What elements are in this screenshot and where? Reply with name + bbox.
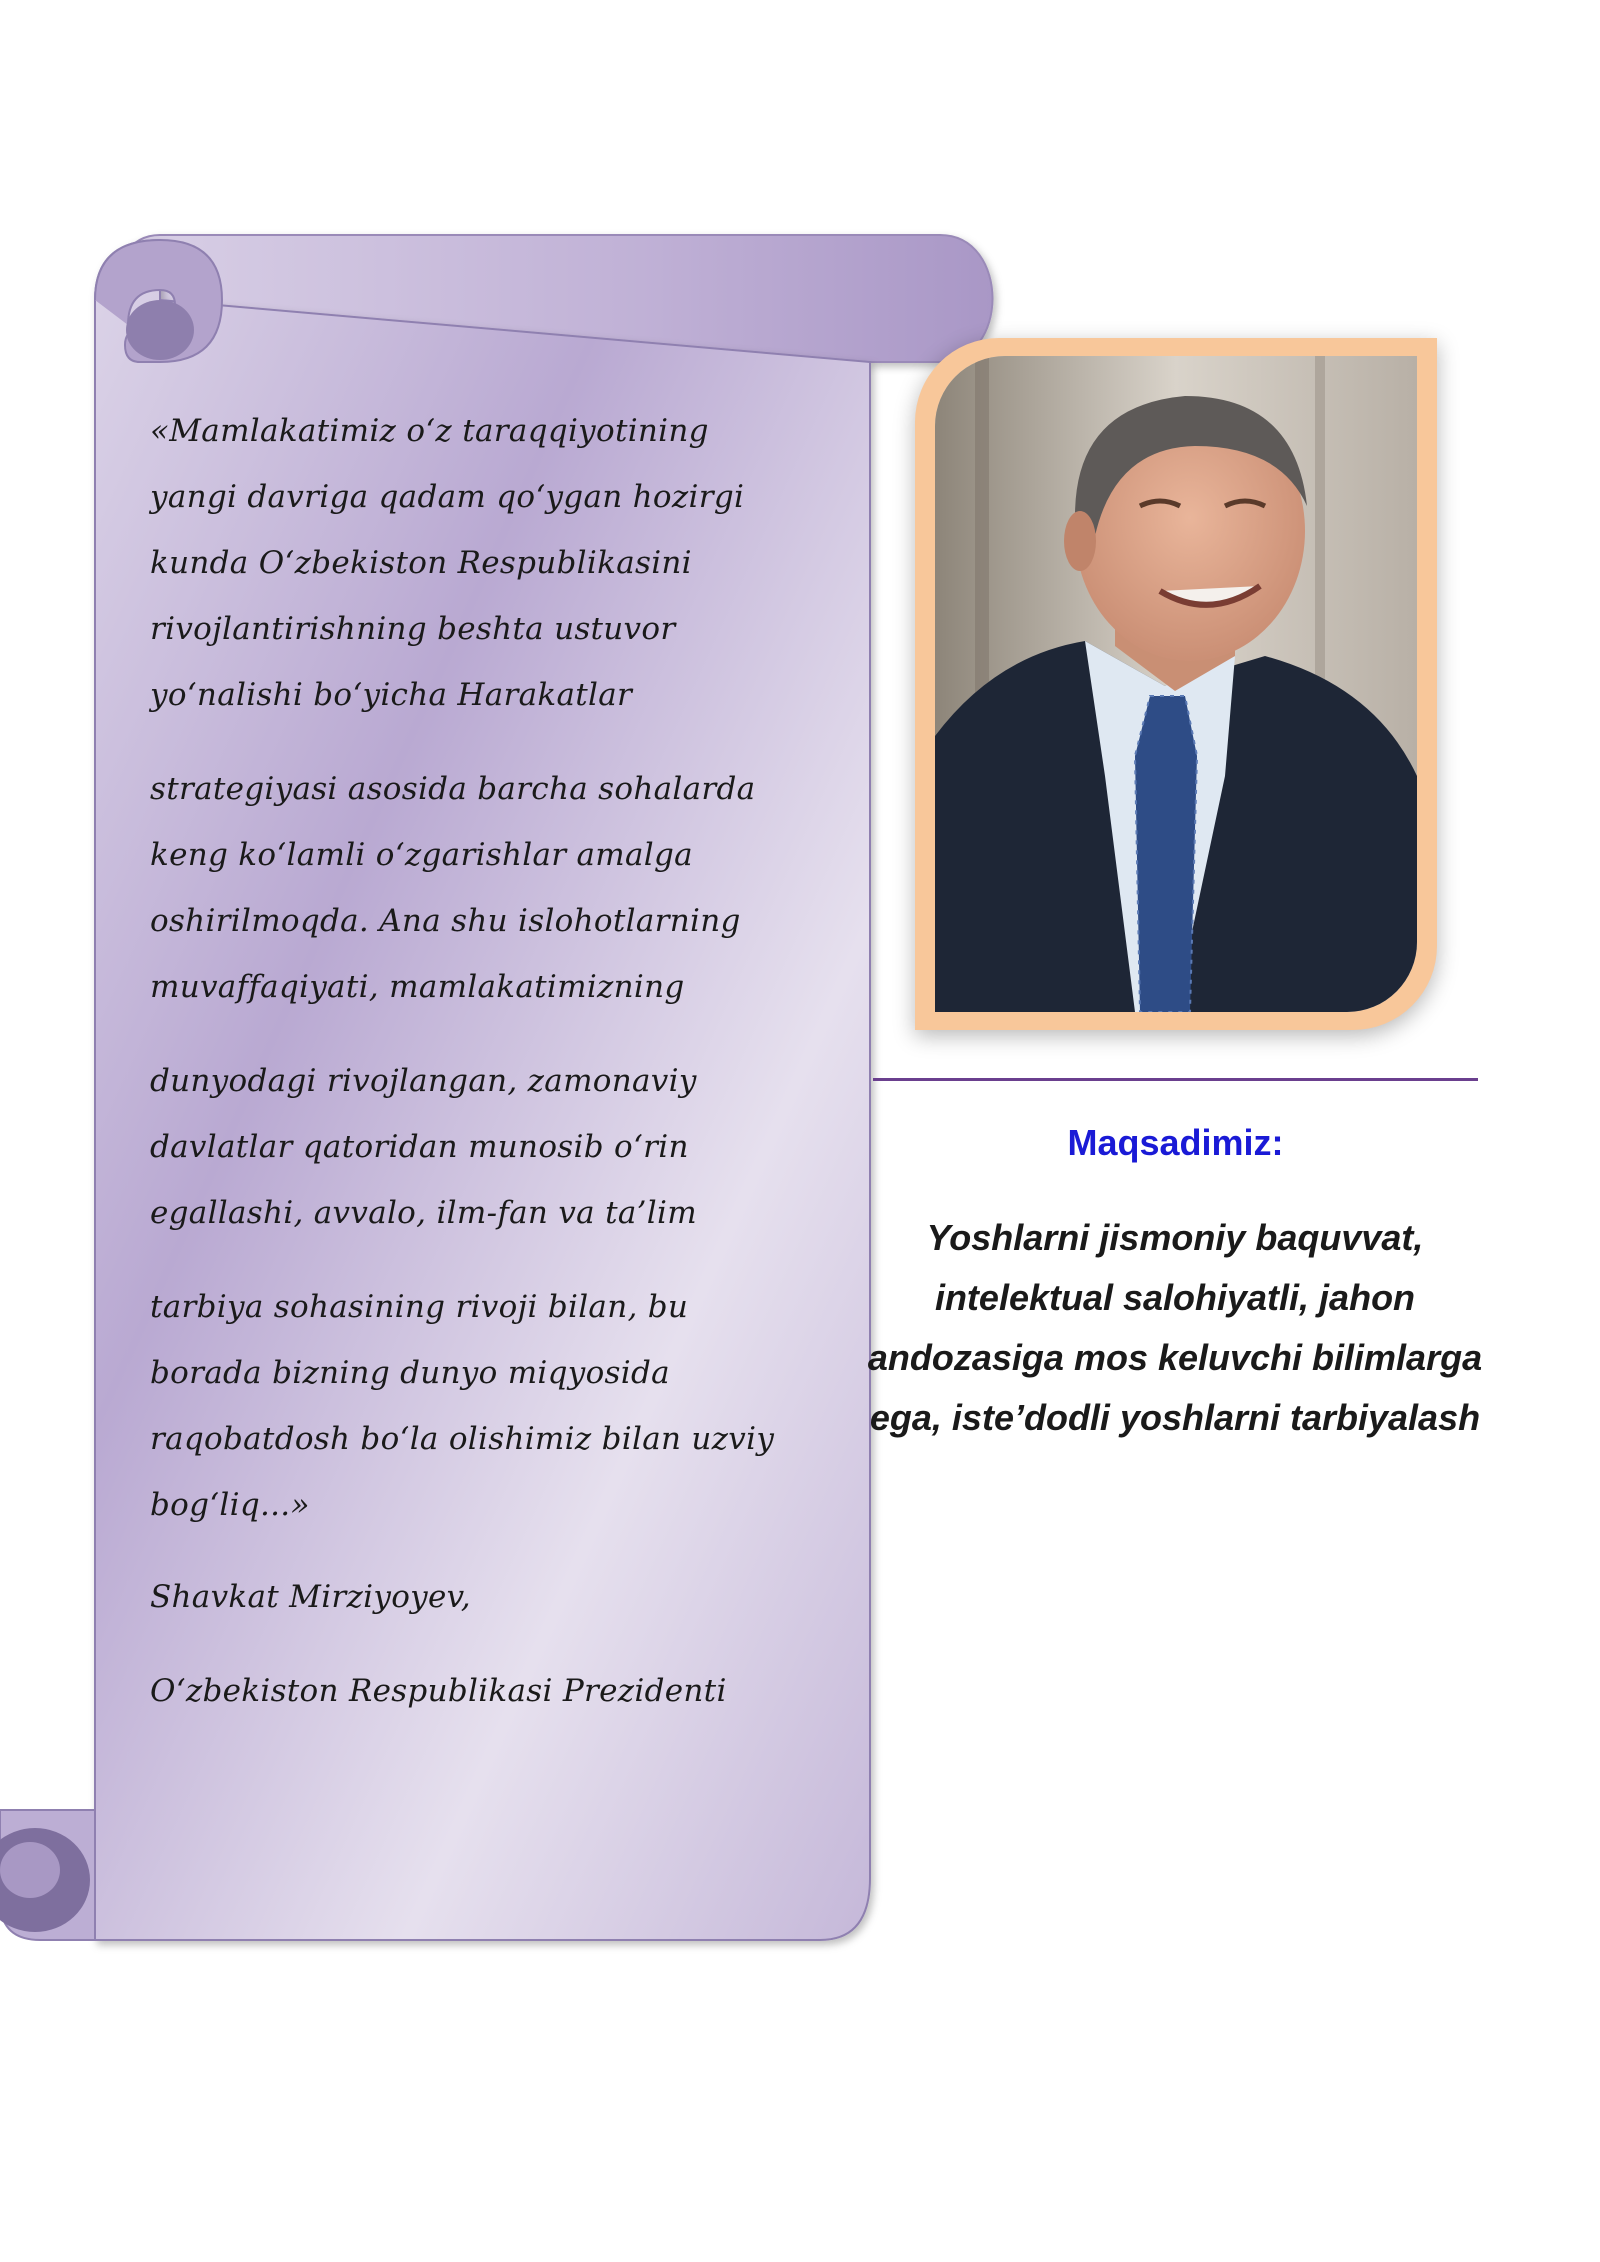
divider-line (873, 1078, 1478, 1081)
goal-line: Yoshlarni jismoniy baquvvat, (926, 1217, 1424, 1258)
quote-line: yangi davriga qadam qo‘ygan hozirgi (150, 479, 745, 515)
quote-line: keng ko‘lamli o‘zgarishlar amalga (150, 837, 693, 873)
quote-line: oshirilmoqda. Ana shu islohotlarning (150, 903, 741, 939)
quote-line: borada bizning dunyo miqyosida (150, 1355, 670, 1391)
goal-line: intelektual salohiyatli, jahon (934, 1277, 1416, 1318)
quote-line: dunyodagi rivojlangan, zamonaviy (150, 1063, 697, 1099)
goal-line: andozasiga mos keluvchi bilimlarga (867, 1337, 1483, 1378)
quote-line: kunda O‘zbekiston Respublikasini (150, 545, 692, 581)
quote-line: raqobatdosh bo‘la olishimiz bilan uzviy (150, 1421, 775, 1457)
quote-author: Shavkat Mirziyoyev, (150, 1579, 471, 1615)
quote-line: davlatlar qatoridan munosib o‘rin (150, 1129, 689, 1165)
goal-text (840, 1208, 1510, 1448)
quote-author-title: O‘zbekiston Respublikasi Prezidenti (150, 1673, 727, 1709)
quote-line: muvaffaqiyati, mamlakatimizning (150, 969, 685, 1005)
goal-heading: Maqsadimiz: (1067, 1122, 1284, 1163)
quote-line: «Mamlakatimiz o‘z taraqqiyotining (150, 413, 709, 449)
quote-line: strategiyasi asosida barcha sohalarda (150, 771, 756, 807)
quote-line: tarbiya sohasining rivoji bilan, bu (150, 1289, 689, 1325)
goal-line: ega, iste’dodli yoshlarni tarbiyalash (869, 1397, 1481, 1438)
quote-line: yo‘nalishi bo‘yicha Harakatlar (150, 677, 633, 713)
quote-block (150, 398, 840, 1724)
quote-line: egallashi, avvalo, ilm-fan va ta’lim (150, 1195, 697, 1231)
portrait-photo (935, 356, 1417, 1012)
quote-line: rivojlantirishning beshta ustuvor (150, 611, 676, 647)
quote-line: bog‘liq...» (150, 1487, 310, 1523)
